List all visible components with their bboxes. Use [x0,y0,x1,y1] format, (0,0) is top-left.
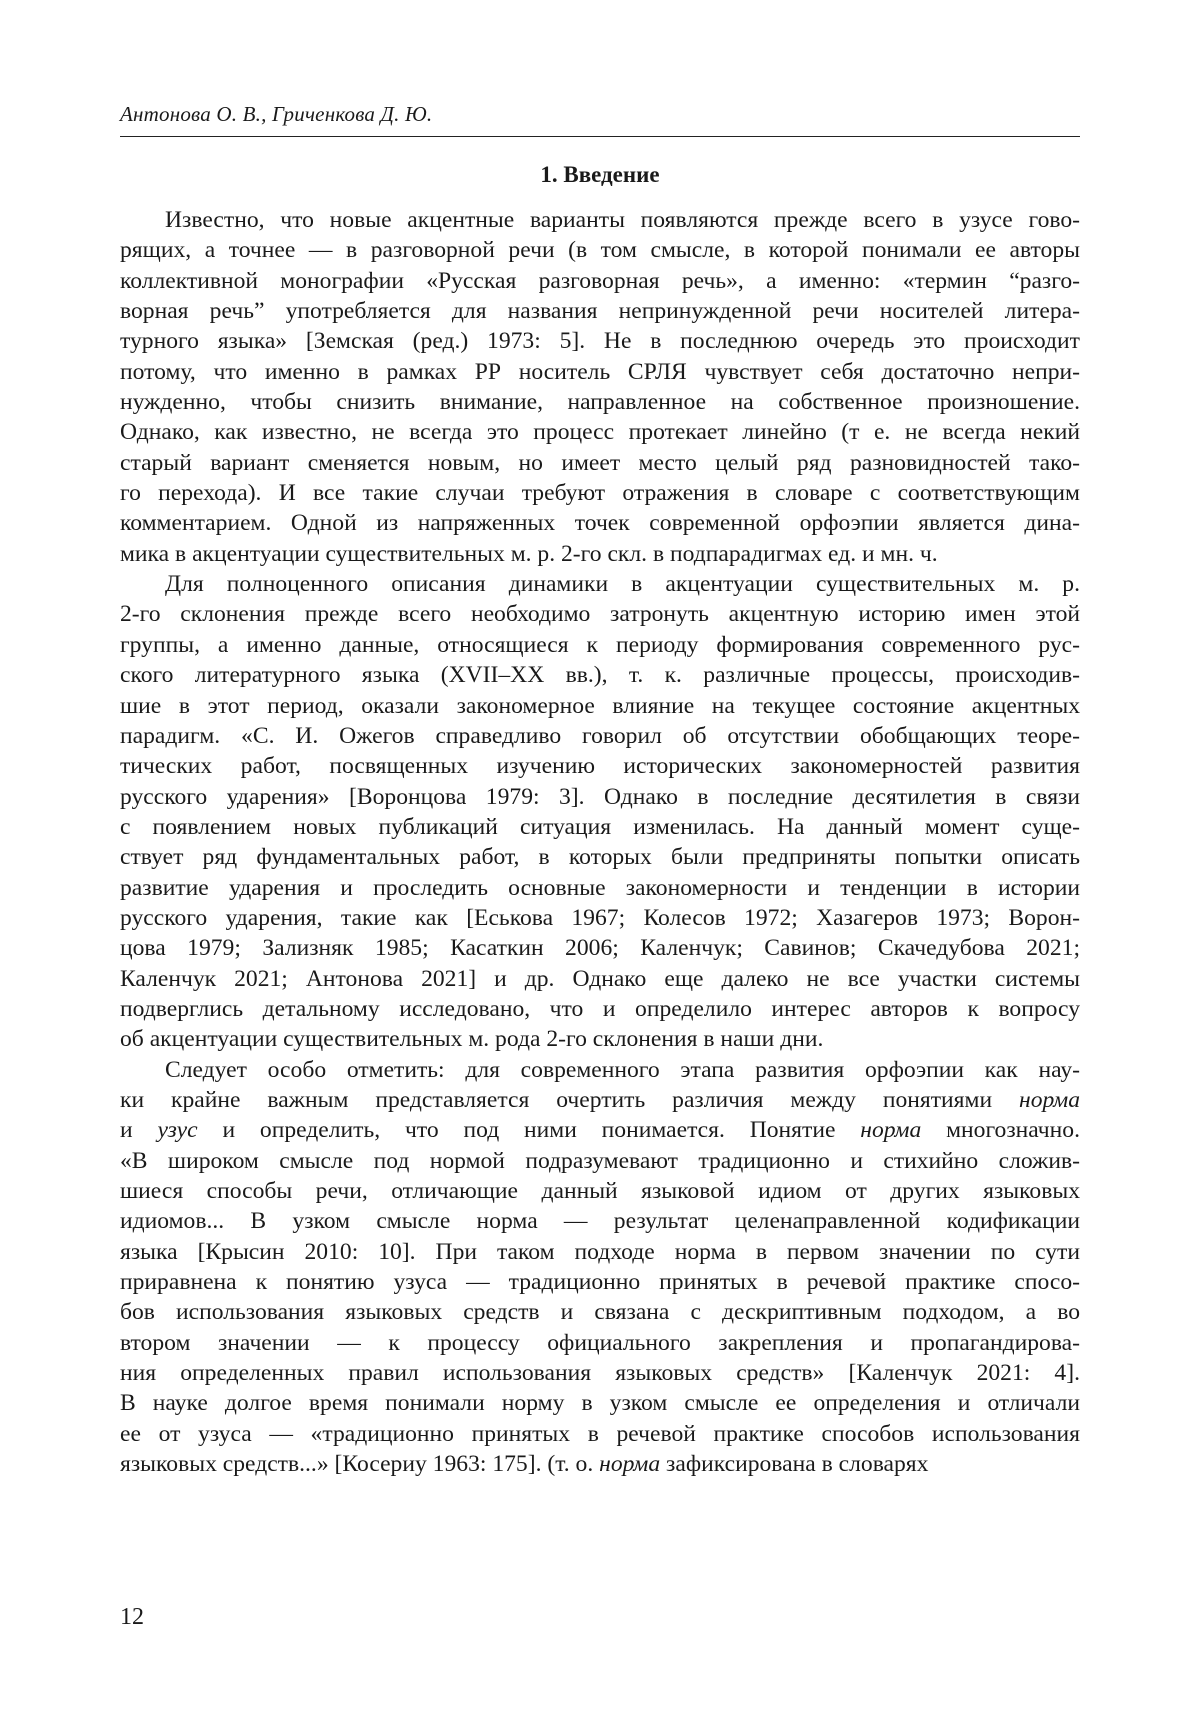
body-text [120,205,1080,1479]
running-head-authors: Антонова О. В., Гриченкова Д. Ю. [120,102,433,126]
text-line: Каленчук 2021; Антонова 2021] и др. Однако еще далеко не все участки системы [120,965,1080,992]
text-line: подверглись детальному исследовано, что и определило интерес авторов к вопросу [120,995,1080,1022]
text-line: ния определенных правил использования языковых средств» [Каленчук 2021: 4]. [120,1360,1080,1387]
text-line: мика в акцентуации существительных м. р. 2-го скл. в подпарадигмах ед. и мн. ч. [120,540,938,567]
text-line: ки крайне важным представляется очертить различия между понятиями норма [120,1086,1080,1113]
text-line: развитие ударения и проследить основные закономерности и тенденции в истории [120,874,1080,901]
text-line: бов использования языковых средств и связана с дескриптивным подходом, а во [120,1299,1080,1326]
text-line: языка [Крысин 2010: 10]. При таком подходе норма в первом значении по сути [120,1238,1080,1265]
text-line: «В широком смысле под нормой подразумевают традиционно и стихийно сложив- [120,1147,1080,1174]
text-line: идиомов... В узком смысле норма — результат целенаправленной кодификации [120,1208,1080,1235]
text-line: русского ударения» [Воронцова 1979: 3]. Однако в последние десятилетия в связи [120,783,1080,810]
text-line: втором значении — к процессу официального закрепления и пропагандирова- [120,1329,1080,1356]
text-line: группы, а именно данные, относящиеся к периоду формирования современного рус- [120,631,1080,658]
text-line: турного языка» [Земская (ред.) 1973: 5]. Не в последнюю очередь это происходит [120,328,1080,355]
paragraph-3 [120,1055,1080,1480]
section-title: 1. Введение [540,162,660,187]
text-line: го перехода). И все такие случаи требуют отражения в словаре с соответствующим [120,480,1080,507]
text-line: рящих, а точнее — в разговорной речи (в том смысле, в которой понимали ее авторы [120,237,1080,264]
text-line: языковых средств...» [Косериу 1963: 175]. (т. о. норма зафиксирована в словарях [120,1451,929,1478]
paragraph-1 [120,205,1080,569]
text-line: 2-го склонения прежде всего необходимо затронуть акцентную историю имен этой [120,601,1080,628]
text-line: потому, что именно в рамках РР носитель СРЛЯ чувствует себя достаточно непри- [120,358,1080,385]
text-line: приравнена к понятию узуса — традиционно принятых в речевой практике спосо- [120,1269,1080,1296]
text-line: шие в этот период, оказали закономерное влияние на текущее состояние акцентных [120,692,1080,719]
text-line: В науке долгое время понимали норму в узком смысле ее определения и отличали [120,1390,1080,1417]
text-line: старый вариант сменяется новым, но имеет место целый ряд разновидностей тако- [120,449,1080,476]
text-line: Для полноценного описания динамики в акцентуации существительных м. р. [165,571,1080,598]
text-line: и узус и определить, что под ними понимается. Понятие норма многозначно. [120,1117,1080,1144]
header-rule [120,136,1080,137]
text-line: русского ударения, такие как [Еськова 1967; Колесов 1972; Хазагеров 1973; Ворон- [120,904,1080,931]
text-line: Однако, как известно, не всегда это процесс протекает линейно (т е. не всегда некий [120,419,1080,446]
text-line: Известно, что новые акцентные варианты появляются прежде всего в узусе гово- [165,207,1080,233]
text-line: парадигм. «С. И. Ожегов справедливо говорил об отсутствии обобщающих теоре- [120,722,1080,749]
text-line: об акцентуации существительных м. рода 2-го склонения в наши дни. [120,1026,824,1053]
text-line: с появлением новых публикаций ситуация изменилась. На данный момент суще- [120,813,1080,840]
page-number: 12 [120,1604,144,1630]
text-line: коллективной монографии «Русская разговорная речь», а именно: «термин “разго- [120,267,1080,294]
text-line: цова 1979; Зализняк 1985; Касаткин 2006; Каленчук; Савинов; Скачедубова 2021; [120,935,1080,962]
text-line: ствует ряд фундаментальных работ, в которых были предприняты попытки описать [120,844,1080,871]
text-line: ее от узуса — «традиционно принятых в речевой практике способов использования [120,1420,1080,1447]
paragraph-2 [120,569,1080,1055]
text-line: ского литературного языка (XVII–XX вв.), т. к. различные процессы, происходив- [120,662,1080,689]
text-line: Следует особо отметить: для современного этапа развития орфоэпии как нау- [165,1056,1080,1083]
text-line: шиеся способы речи, отличающие данный языковой идиом от других языковых [120,1178,1080,1204]
text-line: ворная речь” употребляется для названия непринужденной речи носителей литера- [120,298,1080,325]
text-line: нужденно, чтобы снизить внимание, направленное на собственное произношение. [120,389,1080,416]
text-line: комментарием. Одной из напряженных точек современной орфоэпии является дина- [120,510,1080,537]
text-line: тических работ, посвященных изучению исторических закономерностей развития [120,753,1080,780]
